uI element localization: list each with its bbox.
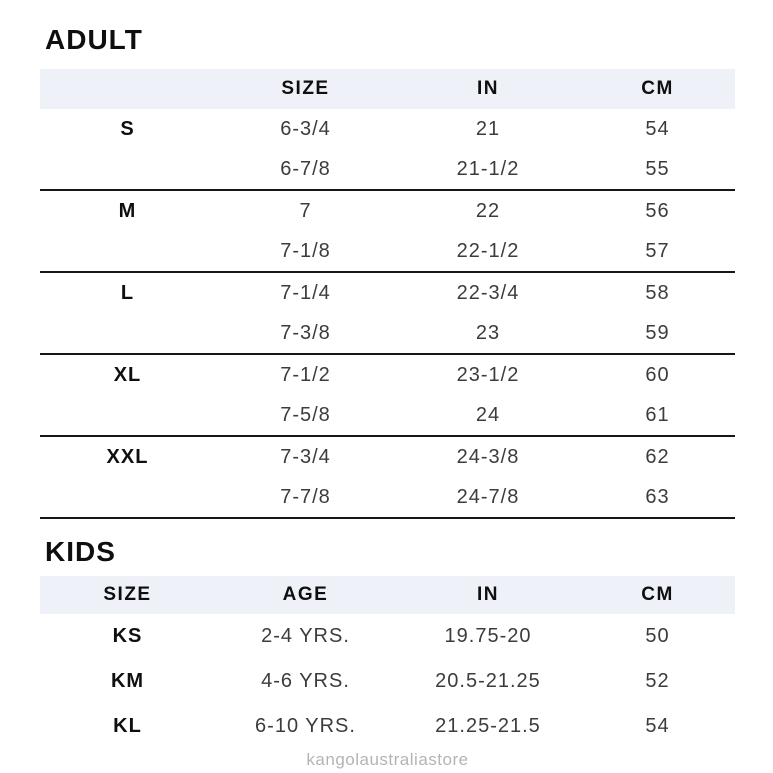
size-label: KS [112,625,143,647]
table-row [40,355,735,395]
age-value: 4-6 YRS. [261,670,350,692]
adult-size-group-m [40,191,735,273]
table-row [40,313,735,353]
spacer-cell [40,477,215,517]
size-label: S [120,117,135,140]
size-value: 7-3/4 [280,445,331,468]
spacer-cell [40,313,215,353]
table-row [40,191,735,231]
in-value: 21 [475,117,501,140]
spacer-cell [40,149,215,189]
cm-value: 57 [645,239,670,262]
table-row [40,109,735,149]
table-row [40,273,735,313]
in-value: 24 [475,403,501,426]
size-value: 7-1/2 [280,363,331,386]
cm-value: 55 [645,157,670,180]
spacer-cell [40,231,215,271]
size-value: 7-1/4 [280,281,331,304]
size-label: KM [110,670,145,692]
size-label: M [118,199,137,222]
table-row [40,149,735,189]
table-row [40,437,735,477]
size-label: KL [113,715,142,737]
adult-size-group-l [40,273,735,355]
kids-section-title: KIDS [45,536,116,567]
size-value: 6-7/8 [280,157,331,180]
adult-col-header-blank [40,69,215,109]
cm-value: 56 [645,199,670,222]
cm-value: 61 [645,403,670,426]
size-value: 7-7/8 [280,485,331,508]
in-value: 20.5-21.25 [435,670,541,692]
table-row [40,395,735,435]
cm-value: 63 [645,485,670,508]
table-row [40,614,735,659]
in-value: 22-1/2 [456,239,520,262]
cm-value: 60 [645,363,670,386]
table-row [40,477,735,517]
cm-value: 59 [645,321,670,344]
adult-size-group-xxl [40,437,735,519]
kids-col-header-age: AGE [282,584,329,605]
size-value: 7-1/8 [280,239,331,262]
in-value: 21-1/2 [456,157,520,180]
adult-col-header-in: IN [477,78,499,99]
size-value: 7-5/8 [280,403,331,426]
size-value: 6-3/4 [280,117,331,140]
cm-value: 52 [645,670,670,692]
size-label: XL [113,363,142,386]
size-value: 7-3/8 [280,321,331,344]
adult-col-header-size: SIZE [281,78,330,99]
age-value: 2-4 YRS. [261,625,350,647]
adult-size-group-s [40,109,735,191]
cm-value: 54 [645,117,670,140]
kids-col-header-cm: CM [641,584,674,605]
adult-size-group-xl [40,355,735,437]
table-row [40,659,735,704]
table-row [40,704,735,749]
size-value: 7 [299,199,312,222]
adult-col-header-cm: CM [641,78,674,99]
in-value: 24-3/8 [456,445,520,468]
size-label: L [120,281,135,304]
age-value: 6-10 YRS. [255,715,356,737]
adult-table-header [40,69,735,109]
in-value: 24-7/8 [456,485,520,508]
spacer-cell [40,395,215,435]
adult-section-title: ADULT [45,24,143,55]
kids-size-table [40,576,735,749]
in-value: 19.75-20 [444,625,532,647]
cm-value: 58 [645,281,670,304]
adult-size-table [40,69,735,519]
cm-value: 54 [645,715,670,737]
in-value: 22 [475,199,501,222]
kids-table-header [40,576,735,614]
watermark-text: kangolaustraliastore [306,750,469,769]
in-value: 23-1/2 [456,363,520,386]
size-label: XXL [106,445,149,468]
in-value: 23 [475,321,501,344]
cm-value: 62 [645,445,670,468]
kids-col-header-in: IN [477,584,499,605]
kids-col-header-size: SIZE [103,584,152,605]
in-value: 22-3/4 [456,281,520,304]
in-value: 21.25-21.5 [435,715,541,737]
cm-value: 50 [645,625,670,647]
table-row [40,231,735,271]
